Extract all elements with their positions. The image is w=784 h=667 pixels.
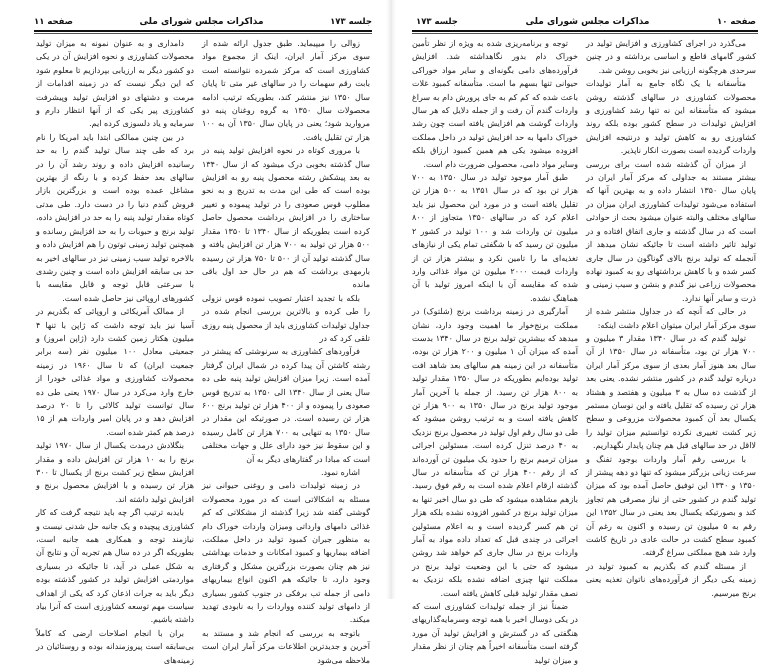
paragraph: دامداری و به عنوان نمونه به میزان تولید محصولات کشاورزی و نحوه افزایش آن در یکی دو کشور دیگر به ارزیابی بپردازیم تا معلوم شود که این دیگر نیست که در زمینه اقدامات از مرمت و دشتهای دو افزایش تولید وپیشرفت کشاورزی پیر یکی که از آنها انتظار دارم و سرمایه و یاد دلسوزی کرده ایم. xyxy=(36,39,194,129)
paragraph: اشاره نمود. xyxy=(320,468,360,477)
paragraph: آمارگیری در زمینه برداشت برنج (شلتوک) در مملکت برنج‌خوار ما اهمیت وجود دارد، نشان میدهد که بیشترین تولید برنج در سال ۱۳۴۰ بدست آمده که میزان آن ۱ میلیون و ۲۰۰ هزار تن بوده، متأسفانه در این زمینه هم سالهای بعد شاهد افت تولید بوده‌ایم بطوریکه در سال ۱۳۵۰ مقدار تولید به ۸۰۰ هزار تن رسید. از جمله با آخرین آمار موجود تولید برنج در سال ۱۳۵۰ به ۹۰۰ هزار تن کاهش یافته است و به ترتیب روشن میشود که طی دو سال رقم اول تولید در محصول برنج نزدیک به ۴۰ درصد تنزل کرده است. مسئولین اجرائی میزان ترمیم برنج را حدود یک میلیون تن آورده‌اند که از رقم ۴۰۰ هزار تن که متأسفانه در سال گذشته ارقام اعلام شده است به رقم فوق رسید. بازهم مشاهده میشود که طی دو سال اخیر تنها به میزان تولید برنج در کشور افزوده نشده بلکه هزار تن هم کسر گردیده است و به اعلام مسئولین اجرائی در چندی قبل که تعداد داده مواد به آمار واردات برنج در سال جاری کم خواهد شد روشن میشود که حتی با این وضعیت تولید برنج در مملکت تنها چیزی اضافه نشده بلکه نزدیک به نصف مقدار تولید قبلی کاهش یافته است. xyxy=(412,307,579,598)
paragraph: بایدبه ترتیب اگر چه باید نتیجه گرفت که کار کشاورزی پیچیده و یک جانبه حل شدنی نیست و نیازمند توجه و همکاری همه جانبه است، بطوریکه اگر در ده سال هم تجربه آن و نتایج آن به شکل عملی در آید، تا جائیکه در بسیاری مواردمتی افزایش تولید در کشور گذشته بوده دیگر باید به جرات اذعان کرد که یکی از اهداف سیاست مهم توسعه کشاورزی است که آنرا بیاد داشته باشیم. xyxy=(36,508,194,625)
publication-title: مذاکرات مجلس شورای ملی xyxy=(525,17,650,27)
paragraph: از ممالک آمریکائی و اروپائی که بگذریم در آسیا نیز باید توجه داشت که ژاپن با تنها ۴ میلیون هکتار زمین کشت دارد (ژاپن امروز) و جمعیتی معادل ۱۰۰ میلیون نفر (سه برابر جمعیت ایران) که تا سال ۱۹۶۰ در زمینه محصولات کشاورزی و مواد غذائی خودرا از خارج وارد می‌کرد در سال ۱۹۷۰ یعنی طی ده سال توانست تولید کالائی را تا ۲۰ درصد افزایش دهد و در پایان امیر واردات هم از ۱۵ درصد هم کمتر شده است. xyxy=(36,307,195,437)
paragraph: طبق آمار موجود تولید در سال ۱۳۵۰ به ۷۰۰ هزار تن بود که در سال ۱۳۵۱ به ۵۰۰ هزار تن تقلیل یافته است و در مورد این محصول نیز باید اعلام کرد که در سالهای ۱۳۵۰ متجاوز از ۸۰۰ میلیون تن واردات شد و ۱۰۰ تولید در کشور ۲ میلیون تن رسید که با شگفتی تمام یکی از نیازهای تغذیه‌ای ما را تامین نکرد و بیشتر هزار تن از واردات قیمت ۲۰۰۰ میلیون تن مواد غذائی وارد شده که مقایسه آن با اینکه امروز تولید با آن هماهنگ نشده. xyxy=(412,173,578,303)
paragraph: توجه و برنامه‌ریزی شده به ویژه از نظر تأمین خوراک دام بدور نگاهداشته شد. افزایش فرآورده‌های دامی بگونه‌ای و سایر مواد خوراکی حیوانی تنها بسهم ما است. متأسفانه کمبود غلات باعث شده که کم کم به جای پرورش دام به سراغ واردات گندم آن رفت و از جمله دلایل که هر سال واردات گوشت هم افزایش یافته است چون رشد خوراک دامها به حد افزایش تولید در داخل مملکت افزوده میشود یکی هم همین کمبود ارزاق بلکه وسایر مواد دامی، محصولی ضرورت دام است. xyxy=(412,39,578,169)
paragraph: در حالی که آنچه که در جداول منتشر شده از سوی مرکز آمار ایران میتوان اعلام داشت اینکه: xyxy=(586,307,756,330)
session-number: جلسه ۱۷۳ xyxy=(330,17,372,27)
paragraph: بلکه با تجدید اعتبار تصویب نموده قوس نزولی را طی کرده و بالاترین بررسی انجام شده در جداول تولیدات کشاورزی باید از محصول پنبه روزی تلقی کرد که در xyxy=(202,293,370,343)
paragraph: ضمناً نیز از جمله تولیدات کشاورزی است که در یکی دوسال اخیر با همه توجه وسرمایه‌گذاریهای هنگفتی که در گسترش و افزایش تولید آن مورد گرفته است متأسفانه اخیراً هم چنان از نظر مقدار و میزان تولید xyxy=(412,602,578,665)
publication-title: مذاکرات مجلس شورای ملی xyxy=(139,17,264,27)
text-column-left xyxy=(412,37,578,667)
paragraph: بران با انجام اصلاحات ارضی که کاملاً بی‌سابقه است پیروزمندانه بوده و روستائیان در زمینه‌های xyxy=(36,628,194,665)
header-rule xyxy=(34,30,372,32)
page-number: صفحه ۱۰ xyxy=(717,17,756,27)
session-number: جلسه ۱۷۳ xyxy=(416,17,458,27)
paragraph: می‌گذرد در اجرای کشاورزی و افزایش تولید در کشور گامهای قاطع و اساسی برداشته و در چنین سرحدی هرچگونه ارزیابی نیز بخوبی روشن شد. xyxy=(586,39,756,75)
paragraph: زوالی را میپیماید. طبق جدول ارائه شده از سوی مرکز آمار ایران، اینک از مجموع مواد کشاورزی است که مرکز شمرده نتوانسته است بابت رقم سهمات را در سالهای غیر متی تا پایان سال ۱۳۵۰ نیز منتشر کند، بطوریکه ترتیب ادامه محصولات سال ۱۳۵۰ به گروه روغنان پنبه دو مروارید شود؛ یعنی در پایان سال ۱۳۵۰ آن به ۱۰۰ هزار تن تقلیل یافت. xyxy=(202,39,371,142)
header-rule-thin xyxy=(412,33,758,34)
paragraph: در بین چنین ممالکی ابتدا باید امریکا را نام برد که طی چند سال تولید گندم را به حد رسانیده افزایش داده و روند رشد آن را در سالهای بعد حفظ کرده و با رنگه از بهترین مشاغل عمده بوده است و بزرگترین بازار فروش گندم دنیا را در دست دارد. طی مدتی کوتاه مقدار تولید پنبه را به حد در افزایش داده، تولید برنج و حبوبات را به حد افزایش رسانده و همچنین تولید زمینی توتون را هم افزایش داده و بالاخره تولید سیب زمینی نیز در سالهای اخیر به حد بی سابقه افزایش داده است و چنین رشدی با سرعتی قابل توجه و قابل مقایسه با کشورهای اروپائی نیز حاصل شده است. xyxy=(36,132,194,303)
paragraph: بنگلادش درمدت یکسال از سال ۱۹۷۰ تولید برنج را به ۱۰ هزار تن افزایش داده و مقدار افزایش سطح زیر کشت برنج از یکسال تا ۳۰۰ هزار تن رسیده و با افزایش محصول برنج و افزایش تولید داشته اند. xyxy=(36,441,195,504)
paragraph: در زمینه تولیدات دامی و روغنی حیوانی نیز مسئله به اشکالاتی است که در مورد محصولات گوشتی گفته شد زیرا گذشته از مشکلاتی که کم غذائی دامهای وارداتی ومیزان واردات خوراک دام به منظور جبران کمبود تولید در داخل مملکت، اضافه بیماریها و کمبود امکانات و خدمات بهداشتی نیز هم چنان بصورت بزرگترین مشکل و گرفتاری وجود دارد، تا جائیکه هم اکنون انواع بیماریهای دامی از جمله تب برفکی در جنوب کشور بسیاری از دامهای تولید کننده وواردات را به نابودی تهدید میکند. xyxy=(202,481,370,625)
paragraph: تولید گندم که در سال ۱۳۴۰ مقدار ۳ میلیون و ۷۰۰ هزار تن بود، متأسفانه در سال ۱۳۵۰ از آن سال بعد هنوز آمار بعدی از سوی مرکز آمار ایران درباره تولید گندم در کشور منتشر نشده. یعنی بعد از گذشت ده سال به ۳ میلیون و هفتصد و هشتاد هزار تن رسیده که تقلیل یافته و این نوسان مستمر یکسال بعد آن کمبود محصولات مزروعی و سطح زیر کشت تغییری نکرده توانستیم میزان تولید را لااقل در حد سالهای قبل هم چنان پایدار نگهداریم. xyxy=(586,333,757,451)
paragraph: از میزان آن گذشته شده است برای بررسی بیشتر مستند به جداولی که مرکز آمار ایران در پایان سال ۱۳۵۰ انتشار داده و به بهترین آنها که استفاده می‌شود تولیدات کشاورزی ایران میزان در سالهای مختلف والبته عنوان میشود بحث از حوادثی است که در سال گذشته و جاری اتفاق افتاده و در تولید تاثیر داشته است تا جائیکه نشان میدهد از آنجمله که تولید برنج بالای گوناگون در سال جاری کسر شده و با کاهش برداشتهای رو به کمبود نهاده محصولات زراعی نیز گندم و بنشن و سیب زمینی و ذرت و سایر آنها ندارد. xyxy=(586,159,757,303)
page-header xyxy=(34,15,372,29)
paragraph: فرآوردهای کشاورزی به سرنوشتی که پیشتر در رشته کاشتن آن پیدا کرده در شمال ایران گرفتار آمده است. زیرا میزان افزایش تولید پنبه طی ده سال یعنی از سال ۱۳۴۰ الی ۱۳۵۰ به تدریج قوس صعودی را پیموده و از ۴۰۰ هزار تن تولید برنج ۶۰۰ هزار تن رسیده است. در صورتیکه این مقدار در سال ۱۳۵۰ به تنهایی به ۷۰۰ هزار تن کامل رسیده و این سقوط نیز خود دارای علل و جهات مختلفی است که مبادا در گفتارهای دیگر به آن xyxy=(202,347,371,464)
text-column-right xyxy=(586,37,756,600)
paragraph: با مروری کوتاه در نحوه افزایش تولید پنبه در سال گذشته بخوبی درک میشود که از سال ۱۳۴۰ به بعد پیشکش رشته محصول پنبه رو به افزایش بوده است که طی این مدت به تدریج و به نحو مطلوب قوس صعودی را در تولید پیموده و تغییر ساختاری را در افزایش برداشت محصول حاصل کرده است بطوریکه از سال ۱۳۴۰ تا ۱۳۵۰ مقدار ۵۰۰ هزار تن تولید به ۷۰۰ هزار تن افزایش یافته و سال گذشته تولید آن از ۵۰۰ تا ۷۵۰ هزار تن رسیده بارمهدی برداشت که هم در حال حد اول باقی مانده xyxy=(202,146,370,290)
paragraph: از مسئله گندم که بگذریم به کمبود تولید در زمینه یکی دیگر از فرآورده‌های ناتوان تغذیه یعنی برنج میرسیم. xyxy=(586,561,756,598)
left-page xyxy=(0,0,392,665)
page-header xyxy=(416,15,756,29)
header-rule xyxy=(412,30,758,32)
text-column-left xyxy=(36,37,194,667)
page-number: صفحه ۱۱ xyxy=(34,17,73,27)
paragraph: باتوجه به بررسی که انجام شد و مستند به آخرین و جدیدترین اطلاعات مرکز آمار ایران است ملاحظه می‌شود xyxy=(202,628,370,665)
right-page xyxy=(392,0,784,665)
paragraph: متأسفانه با یک نگاه جامع به آمار تولیدات محصولات کشاورزی در سالهای گذشته روشن میشود که متأسفانه این نه تنها رشد کشاورزی و افزایش تولیدات در سطح کشور بوده بلکه روند کشاورزی رو به کاهش تولید و درنتیجه افزایش واردات گردیده است بصورت انکار ناپذیر. xyxy=(586,79,756,156)
header-rule-thin xyxy=(34,33,372,34)
paragraph: با بررسی رقم آمار واردات بوجود تفنگ و سرعت زیانی بزرگتر میشود که تنها دو دهه پیشتر از ۱۳۵۰ و ۱۳۴۰ این توفیق حاصل آمده بود که میزان تولید گندم در کشور حتی از نیاز مصرفی هم تجاوز کند و بصورتیکه یکسال بعد یعنی در سال ۱۳۵۲ این رقم به ۵ میلیون تن رسیده و اکنون به رغم آن کمبود سطح کشت در حالت عادی در تاریخ کاشت وارد شد هیچ مملکتی سراغ گرفته. xyxy=(586,454,756,558)
text-column-right xyxy=(202,37,370,667)
